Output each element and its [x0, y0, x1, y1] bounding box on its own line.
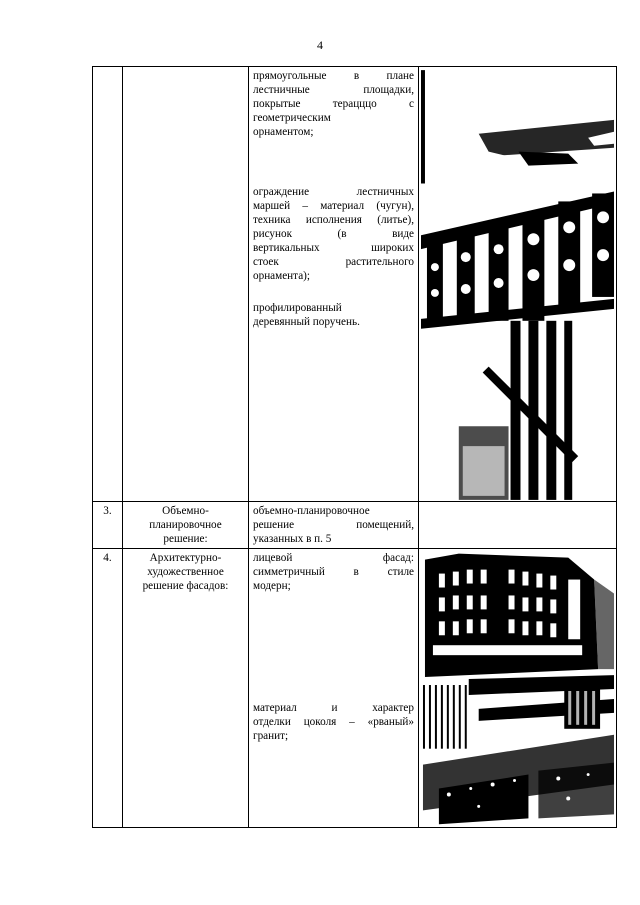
desc-line: лестничные площадки, [253, 84, 414, 96]
desc-line: орнамента); [253, 270, 310, 282]
row-number-cell: 3. [93, 502, 123, 549]
title-line: решение фасадов: [142, 580, 229, 592]
title-line: решение: [163, 533, 208, 545]
desc-line: деревянный поручень. [253, 316, 360, 328]
row-description-cell [249, 67, 419, 502]
row-title-cell [123, 502, 249, 549]
desc-line: симметричный в стиле [253, 566, 414, 578]
photo-cell [419, 67, 617, 502]
desc-line: прямоугольные в плане [253, 70, 414, 82]
desc-line: ограждение лестничных [253, 186, 414, 198]
desc-line: профилированный [253, 302, 342, 314]
staircase-railing-photo [419, 67, 616, 501]
passport-table [92, 66, 617, 828]
row-title-cell [123, 549, 249, 828]
facade-photo [419, 549, 616, 827]
title-line: художественное [147, 566, 224, 578]
desc-line: отделки цоколя – «рваный» [253, 716, 414, 728]
desc-line: геометрическим [253, 112, 331, 124]
title-line: Архитектурно- [149, 552, 222, 564]
desc-line: орнаментом; [253, 126, 314, 138]
desc-line: вертикальных широких [253, 242, 414, 254]
desc-line: покрытые терацццо с [253, 98, 414, 110]
desc-line: модерн; [253, 580, 291, 592]
title-line: Объемно- [162, 505, 209, 517]
row-description-cell [249, 549, 419, 828]
desc-line: указанных в п. 5 [253, 533, 332, 545]
desc-line: материал и характер [253, 702, 414, 714]
page-number: 4 [317, 38, 323, 52]
row-description-cell [249, 502, 419, 549]
desc-line: объемно-планировочное [253, 505, 370, 517]
photo-cell [419, 549, 617, 828]
row-title-cell [123, 67, 249, 502]
desc-line: лицевой фасад: [253, 552, 414, 564]
table-row-4 [93, 549, 617, 828]
desc-line: решение помещений, [253, 519, 414, 531]
empty-photo-cell [419, 502, 617, 549]
desc-line: стоек растительного [253, 256, 414, 268]
desc-line: гранит; [253, 730, 289, 742]
desc-line: техника исполнения (литье), [253, 214, 414, 226]
desc-line: маршей – материал (чугун), [253, 200, 414, 212]
row-number-cell: 4. [93, 549, 123, 828]
desc-line: рисунок (в виде [253, 228, 414, 240]
table-row-3 [93, 502, 617, 549]
title-line: планировочное [149, 519, 222, 531]
row-number-cell [93, 67, 123, 502]
table-row-continuation [93, 67, 617, 502]
